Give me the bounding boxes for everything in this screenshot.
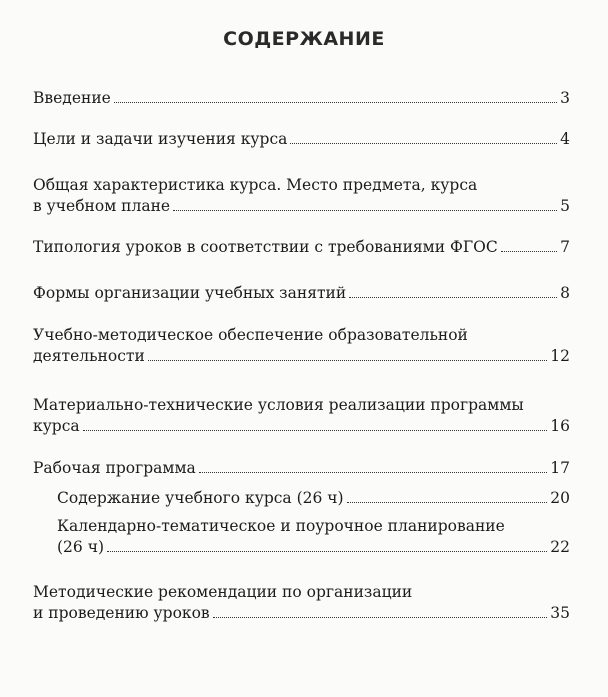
toc-entry bbox=[33, 458, 570, 479]
toc-subentry bbox=[57, 516, 570, 558]
dot-leader bbox=[501, 251, 557, 252]
toc-page-number: 5 bbox=[560, 197, 570, 215]
toc-entry-title: Введение bbox=[33, 89, 111, 107]
toc-subentry bbox=[57, 488, 570, 509]
toc-entry-title-line1: Методические рекомендации по организации bbox=[33, 583, 413, 601]
dot-leader bbox=[148, 360, 547, 361]
toc-page-number: 20 bbox=[550, 489, 570, 507]
toc-page-number: 17 bbox=[550, 459, 570, 477]
toc-entry-title: Типология уроков в соответствии с требованиями ФГОС bbox=[33, 238, 498, 256]
toc-page-number: 8 bbox=[560, 284, 570, 302]
dot-leader bbox=[114, 102, 557, 103]
toc-page-number: 35 bbox=[550, 604, 570, 622]
toc-page-number: 3 bbox=[560, 89, 570, 107]
dot-leader bbox=[107, 551, 547, 552]
toc-entry-title-line2: и проведению уроков bbox=[33, 604, 210, 622]
toc-page-number: 12 bbox=[550, 347, 570, 365]
toc-entry-title-line1: Общая характеристика курса. Место предмета, курса bbox=[33, 176, 478, 194]
toc-entry-title-line1: Учебно-методическое обеспечение образовательной bbox=[33, 326, 468, 344]
toc-entry-title: Цели и задачи изучения курса bbox=[33, 130, 288, 148]
toc-entry-title-line2: в учебном плане bbox=[33, 197, 171, 215]
toc-page-number: 16 bbox=[550, 417, 570, 435]
dot-leader bbox=[83, 430, 548, 431]
toc-entry-title: Формы организации учебных занятий bbox=[33, 284, 347, 302]
toc-entry bbox=[33, 325, 570, 367]
dot-leader bbox=[199, 472, 548, 473]
toc-entry bbox=[33, 283, 570, 304]
toc-entry-title-line2: курса bbox=[33, 417, 80, 435]
toc-page-number: 7 bbox=[560, 238, 570, 256]
toc-entry bbox=[33, 395, 570, 437]
toc-entry bbox=[33, 88, 570, 109]
toc-entry-title-line1: Материально-технические условия реализации программы bbox=[33, 396, 524, 414]
dot-leader bbox=[347, 502, 548, 503]
toc-entry bbox=[33, 175, 570, 217]
toc-page-number: 22 bbox=[550, 538, 570, 556]
toc-page-number: 4 bbox=[560, 130, 570, 148]
toc-entry bbox=[33, 129, 570, 150]
dot-leader bbox=[349, 297, 557, 298]
page-title: СОДЕРЖАНИЕ bbox=[223, 28, 385, 50]
toc-entry-title-line1: Календарно-тематическое и поурочное планирование bbox=[57, 517, 505, 535]
toc-entry-title: Рабочая программа bbox=[33, 459, 196, 477]
dot-leader bbox=[213, 617, 548, 618]
toc-entry bbox=[33, 237, 570, 258]
dot-leader bbox=[173, 210, 557, 211]
toc-entry-title-line2: (26 ч) bbox=[57, 538, 104, 556]
toc-entry-title-line2: деятельности bbox=[33, 347, 145, 365]
toc-entry-title: Содержание учебного курса (26 ч) bbox=[57, 489, 344, 507]
toc-entry bbox=[33, 582, 570, 624]
dot-leader bbox=[290, 143, 557, 144]
